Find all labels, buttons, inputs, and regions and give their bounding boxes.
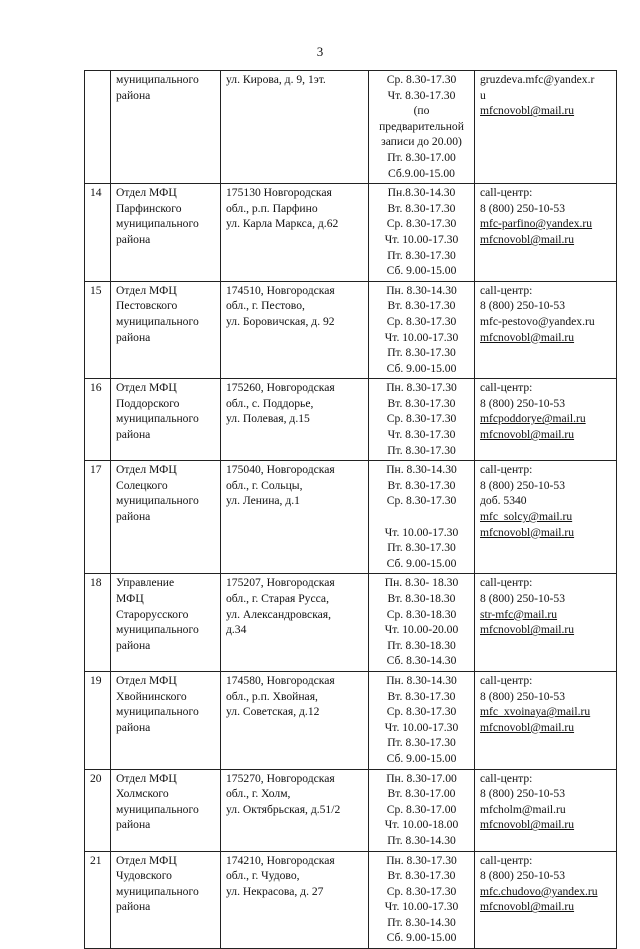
hours-cell bbox=[369, 71, 475, 184]
hours-line: предварительной bbox=[379, 119, 464, 133]
hours-line: Ср. 8.30-17.30 bbox=[386, 494, 457, 508]
office-name-line: Пестовского bbox=[116, 299, 178, 313]
office-name-line: муниципального bbox=[116, 314, 199, 328]
page-number: 3 bbox=[316, 44, 324, 59]
office-name-line: района bbox=[116, 900, 151, 914]
contact-line: call-центр: bbox=[480, 853, 533, 867]
email-link[interactable]: mfcnovobl@mail.ru bbox=[480, 428, 575, 442]
office-name-line: Отдел МФЦ bbox=[116, 186, 177, 200]
table-row bbox=[85, 769, 617, 851]
hours-line: Ср. 8.30-17.30 bbox=[386, 217, 457, 231]
hours-line: Сб. 9.00-15.00 bbox=[386, 931, 457, 945]
table-row bbox=[85, 379, 617, 461]
hours-line: Пн. 8.30- 18.30 bbox=[384, 576, 459, 590]
office-name-line: Отдел МФЦ bbox=[116, 463, 177, 477]
hours-line: Вт. 8.30-17.30 bbox=[387, 201, 456, 215]
row-number: 20 bbox=[85, 769, 111, 851]
row-number bbox=[85, 71, 111, 184]
email-link[interactable]: mfcnovobl@mail.ru bbox=[480, 525, 575, 539]
row-number: 15 bbox=[85, 281, 111, 379]
hours-line: Пн. 8.30-17.30 bbox=[386, 381, 457, 395]
mfc-offices-table bbox=[84, 70, 617, 949]
contact-line: 8 (800) 250-10-53 bbox=[480, 299, 566, 313]
address-line: ул. Советская, д.12 bbox=[226, 705, 320, 719]
office-name-cell bbox=[111, 71, 221, 184]
table-row bbox=[85, 281, 617, 379]
office-name-line: Отдел МФЦ bbox=[116, 381, 177, 395]
email-link[interactable]: mfc_xvoinaya@mail.ru bbox=[480, 705, 591, 719]
table-row bbox=[85, 574, 617, 672]
address-line: ул. Александровская, bbox=[226, 607, 332, 621]
hours-cell bbox=[369, 184, 475, 282]
office-name-cell bbox=[111, 574, 221, 672]
office-name-line: Старорусского bbox=[116, 607, 189, 621]
office-name-line: Отдел МФЦ bbox=[116, 673, 177, 687]
office-name-line: муниципального bbox=[116, 705, 199, 719]
address-line: 174510, Новгородская bbox=[226, 283, 335, 297]
office-name-line: Отдел МФЦ bbox=[116, 771, 177, 785]
contacts-cell bbox=[475, 71, 617, 184]
hours-line: Ср. 8.30-17.30 bbox=[386, 705, 457, 719]
hours-line: записи до 20.00) bbox=[381, 135, 462, 149]
row-number: 19 bbox=[85, 671, 111, 769]
address-line: 175260, Новгородская bbox=[226, 381, 335, 395]
contact-line: 8 (800) 250-10-53 bbox=[480, 592, 566, 605]
hours-line: Ср. 8.30-18.30 bbox=[386, 607, 457, 621]
contact-line: 8 (800) 250-10-53 bbox=[480, 478, 566, 492]
hours-line: Пн. 8.30-17.30 bbox=[386, 853, 457, 867]
address-line: обл., г. Холм, bbox=[226, 787, 291, 801]
email-link[interactable]: mfc-pestovo@yandex.ru bbox=[480, 314, 595, 328]
table-body bbox=[85, 71, 617, 949]
hours-cell bbox=[369, 379, 475, 461]
hours-line: Чт. 10.00-18.00 bbox=[384, 818, 459, 832]
contacts-cell bbox=[475, 671, 617, 769]
hours-line: Пн. 8.30-17.00 bbox=[386, 771, 457, 785]
hours-line: Вт. 8.30-17.30 bbox=[387, 689, 456, 703]
office-name-line: Солецкого bbox=[116, 478, 168, 492]
address-line: ул. Полевая, д.15 bbox=[226, 412, 310, 426]
hours-line: Вт. 8.30-17.30 bbox=[387, 478, 456, 492]
address-line: обл., с. Поддорье, bbox=[226, 396, 314, 410]
email-link[interactable]: mfcpoddorye@mail.ru bbox=[480, 412, 586, 426]
hours-line: Сб. 9.00-15.00 bbox=[386, 556, 457, 570]
hours-line: Пн. 8.30-14.30 bbox=[386, 283, 457, 297]
address-line: обл., г. Пестово, bbox=[226, 299, 305, 313]
email-link[interactable]: gruzdeva.mfc@yandex.r bbox=[480, 73, 595, 86]
office-name-line: района bbox=[116, 720, 151, 734]
office-name-line: муниципального bbox=[116, 884, 199, 898]
hours-line: Сб. 9.00-15.00 bbox=[386, 264, 457, 278]
contact-line: 8 (800) 250-10-53 bbox=[480, 869, 566, 883]
contacts-cell bbox=[475, 461, 617, 574]
hours-line: Пт. 8.30-18.30 bbox=[387, 638, 456, 652]
office-name-line: муниципального bbox=[116, 623, 199, 637]
email-link[interactable]: str-mfc@mail.ru bbox=[480, 607, 558, 621]
hours-cell bbox=[369, 574, 475, 672]
address-line: обл., г. Чудово, bbox=[226, 869, 300, 883]
office-name-cell bbox=[111, 281, 221, 379]
contact-line: u bbox=[480, 88, 486, 102]
row-number: 16 bbox=[85, 379, 111, 461]
address-line: 175130 Новгородская bbox=[226, 186, 332, 200]
contact-line: call-центр: bbox=[480, 771, 533, 785]
address-cell bbox=[221, 281, 369, 379]
office-name-line: района bbox=[116, 330, 151, 344]
contacts-cell bbox=[475, 769, 617, 851]
hours-line: Чт. 10.00-17.30 bbox=[384, 720, 459, 734]
address-cell bbox=[221, 184, 369, 282]
email-link[interactable]: mfcnovobl@mail.ru bbox=[480, 623, 575, 637]
contact-line: call-центр: bbox=[480, 463, 533, 477]
hours-line: Сб. 9.00-15.00 bbox=[386, 361, 457, 375]
email-link[interactable]: mfc_solcy@mail.ru bbox=[480, 510, 573, 524]
hours-line: Вт. 8.30-17.30 bbox=[387, 869, 456, 883]
office-name-line: МФЦ bbox=[116, 592, 144, 605]
email-link[interactable]: mfcnovobl@mail.ru bbox=[480, 232, 575, 246]
office-name-line: Отдел МФЦ bbox=[116, 283, 177, 297]
office-name-line: муниципального bbox=[116, 802, 199, 816]
hours-cell bbox=[369, 851, 475, 949]
hours-line: Ср. 8.30-17.30 bbox=[386, 314, 457, 328]
address-line: обл., р.п. Хвойная, bbox=[226, 689, 318, 703]
contacts-cell bbox=[475, 574, 617, 672]
address-line: ул. Кирова, д. 9, 1эт. bbox=[226, 73, 326, 86]
contacts-cell bbox=[475, 379, 617, 461]
hours-line: Вт. 8.30-18.30 bbox=[387, 592, 456, 605]
hours-line: Чт. 10.00-17.30 bbox=[384, 900, 459, 914]
table-row bbox=[85, 461, 617, 574]
address-line: 174210, Новгородская bbox=[226, 853, 335, 867]
hours-cell bbox=[369, 671, 475, 769]
address-cell bbox=[221, 769, 369, 851]
hours-line: Пт. 8.30-17.30 bbox=[387, 443, 456, 457]
table-row bbox=[85, 851, 617, 949]
office-name-cell bbox=[111, 379, 221, 461]
address-line: ул. Октябрьская, д.51/2 bbox=[226, 802, 341, 816]
address-line: 175270, Новгородская bbox=[226, 771, 335, 785]
address-line: 175040, Новгородская bbox=[226, 463, 335, 477]
contact-line: call-центр: bbox=[480, 576, 533, 590]
hours-line: Пт. 8.30-17.30 bbox=[387, 248, 456, 262]
hours-line: Чт. 10.00-17.30 bbox=[384, 232, 459, 246]
hours-line: Вт. 8.30-17.30 bbox=[387, 299, 456, 313]
hours-line: Пт. 8.30-17.30 bbox=[387, 736, 456, 750]
office-name-line: Управление bbox=[116, 576, 175, 590]
office-name-line: муниципального bbox=[116, 73, 199, 86]
office-name-cell bbox=[111, 851, 221, 949]
email-link[interactable]: mfcnovobl@mail.ru bbox=[480, 900, 575, 914]
hours-line: Пт. 8.30-17.30 bbox=[387, 346, 456, 360]
hours-cell bbox=[369, 281, 475, 379]
office-name-line: Хвойнинского bbox=[116, 689, 187, 703]
office-name-line: района bbox=[116, 88, 151, 102]
email-link[interactable]: mfcnovobl@mail.ru bbox=[480, 818, 575, 832]
hours-line: Вт. 8.30-17.00 bbox=[387, 787, 456, 801]
address-line: обл., г. Сольцы, bbox=[226, 478, 303, 492]
hours-line: (по bbox=[413, 104, 430, 118]
hours-line: Пт. 8.30-14.30 bbox=[387, 833, 456, 847]
row-number: 17 bbox=[85, 461, 111, 574]
hours-line: Сб. 8.30-14.30 bbox=[386, 654, 457, 668]
hours-line: Пт. 8.30-17.30 bbox=[387, 541, 456, 555]
hours-line: Пт. 8.30-17.00 bbox=[387, 150, 456, 164]
office-name-cell bbox=[111, 671, 221, 769]
hours-line: Пн. 8.30-14.30 bbox=[386, 673, 457, 687]
hours-line: Чт. 10.00-17.30 bbox=[384, 330, 459, 344]
address-line: д.34 bbox=[226, 623, 247, 637]
office-name-line: района bbox=[116, 232, 151, 246]
address-cell bbox=[221, 851, 369, 949]
office-name-line: района bbox=[116, 428, 151, 442]
address-cell bbox=[221, 574, 369, 672]
hours-line bbox=[371, 509, 472, 525]
email-link[interactable]: mfcnovobl@mail.ru bbox=[480, 104, 575, 118]
contact-line: call-центр: bbox=[480, 186, 533, 200]
table-row bbox=[85, 71, 617, 184]
address-line: обл., р.п. Парфино bbox=[226, 201, 318, 215]
office-name-line: района bbox=[116, 638, 151, 652]
hours-line: Чт. 8.30-17.30 bbox=[387, 88, 456, 102]
address-cell bbox=[221, 671, 369, 769]
address-cell bbox=[221, 379, 369, 461]
office-name-line: Поддорского bbox=[116, 396, 180, 410]
address-line: 175207, Новгородская bbox=[226, 576, 335, 590]
address-cell bbox=[221, 71, 369, 184]
hours-line: Пн. 8.30-14.30 bbox=[386, 463, 457, 477]
row-number: 21 bbox=[85, 851, 111, 949]
hours-line: Ср. 8.30-17.30 bbox=[386, 884, 457, 898]
email-link[interactable]: mfcnovobl@mail.ru bbox=[480, 330, 575, 344]
hours-line: Ср. 8.30-17.30 bbox=[386, 73, 457, 86]
table-row bbox=[85, 671, 617, 769]
email-link[interactable]: mfc-parfino@yandex.ru bbox=[480, 217, 593, 231]
email-link[interactable]: mfc.chudovo@yandex.ru bbox=[480, 884, 598, 898]
office-name-line: Парфинского bbox=[116, 201, 182, 215]
contacts-cell bbox=[475, 184, 617, 282]
office-name-line: муниципального bbox=[116, 494, 199, 508]
contact-line: доб. 5340 bbox=[480, 494, 527, 508]
address-line: ул. Боровичская, д. 92 bbox=[226, 314, 335, 328]
hours-line: Вт. 8.30-17.30 bbox=[387, 396, 456, 410]
address-line: ул. Карла Маркса, д.62 bbox=[226, 217, 339, 231]
office-name-cell bbox=[111, 769, 221, 851]
contact-line: 8 (800) 250-10-53 bbox=[480, 689, 566, 703]
contact-line: 8 (800) 250-10-53 bbox=[480, 396, 566, 410]
contacts-cell bbox=[475, 281, 617, 379]
hours-line: Пт. 8.30-14.30 bbox=[387, 915, 456, 929]
hours-line: Пн.8.30-14.30 bbox=[387, 186, 456, 200]
address-line: ул. Некрасова, д. 27 bbox=[226, 884, 324, 898]
row-number: 18 bbox=[85, 574, 111, 672]
hours-line: Сб.9.00-15.00 bbox=[388, 166, 455, 180]
email-link[interactable]: mfcnovobl@mail.ru bbox=[480, 720, 575, 734]
office-name-line: муниципального bbox=[116, 412, 199, 426]
address-line: ул. Ленина, д.1 bbox=[226, 494, 300, 508]
office-name-line: района bbox=[116, 818, 151, 832]
office-name-cell bbox=[111, 461, 221, 574]
row-number: 14 bbox=[85, 184, 111, 282]
office-name-line: Отдел МФЦ bbox=[116, 853, 177, 867]
contact-line: call-центр: bbox=[480, 283, 533, 297]
hours-line: Сб. 9.00-15.00 bbox=[386, 751, 457, 765]
hours-line: Чт. 10.00-17.30 bbox=[384, 525, 459, 539]
office-name-line: муниципального bbox=[116, 217, 199, 231]
address-line: 174580, Новгородская bbox=[226, 673, 335, 687]
hours-line: Чт. 10.00-20.00 bbox=[384, 623, 459, 637]
hours-line: Ср. 8.30-17.30 bbox=[386, 412, 457, 426]
table-row bbox=[85, 184, 617, 282]
hours-line: Чт. 8.30-17.30 bbox=[387, 428, 456, 442]
address-cell bbox=[221, 461, 369, 574]
hours-cell bbox=[369, 769, 475, 851]
office-name-line: района bbox=[116, 510, 151, 524]
hours-line: Ср. 8.30-17.00 bbox=[386, 802, 457, 816]
office-name-line: Холмского bbox=[116, 787, 169, 801]
contact-line: call-центр: bbox=[480, 673, 533, 687]
email-link[interactable]: mfcholm@mail.ru bbox=[480, 802, 566, 816]
contact-line: 8 (800) 250-10-53 bbox=[480, 201, 566, 215]
contact-line: 8 (800) 250-10-53 bbox=[480, 787, 566, 801]
contact-line: call-центр: bbox=[480, 381, 533, 395]
address-line: обл., г. Старая Русса, bbox=[226, 592, 329, 605]
contacts-cell bbox=[475, 851, 617, 949]
office-name-line: Чудовского bbox=[116, 869, 172, 883]
hours-cell bbox=[369, 461, 475, 574]
office-name-cell bbox=[111, 184, 221, 282]
